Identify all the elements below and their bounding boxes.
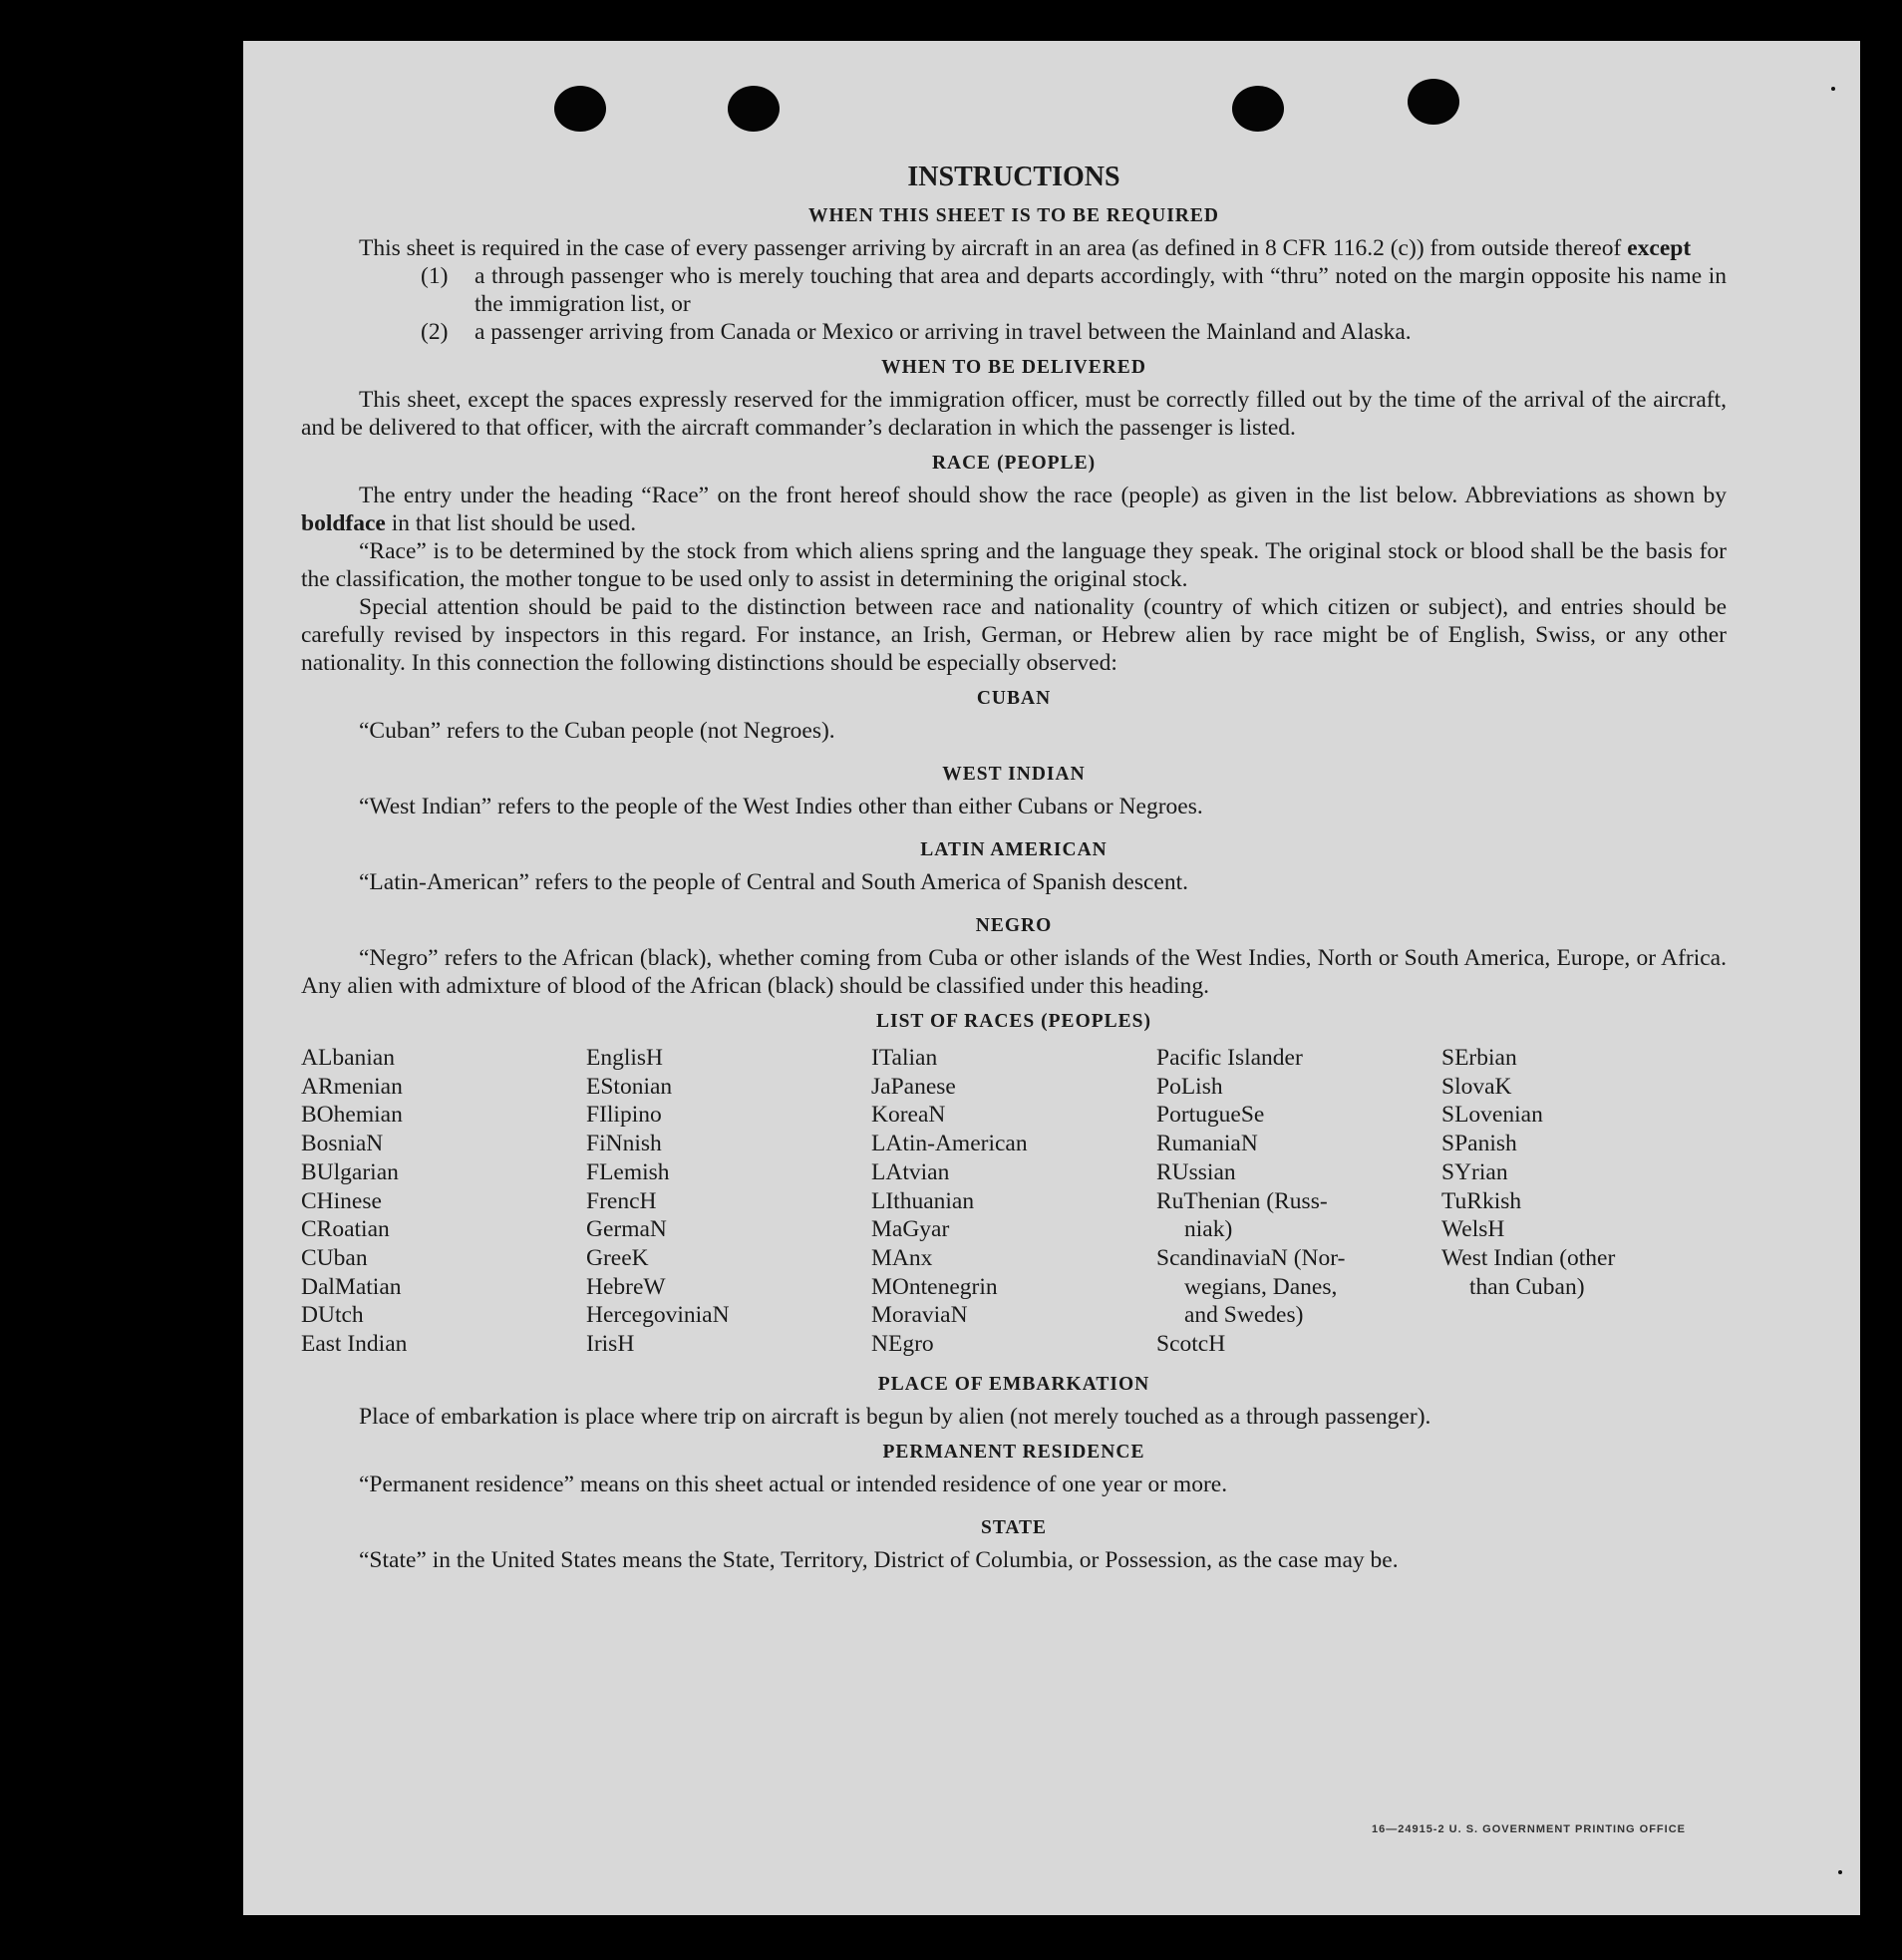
race-entry: FiNnish xyxy=(586,1131,662,1157)
instructions-body xyxy=(301,161,1727,1574)
race-entry: FIlipino xyxy=(586,1102,662,1129)
race-entry: CHinese xyxy=(301,1187,382,1214)
race-paragraph-3: Special attention should be paid to the distinction between race and nationality (country of which citizen or subject), and entries should be carefully revised by inspectors in this regard. For instance, an Irish, German, or Hebrew alien by race might be of English, Swiss, or any other nationality. In this connection the following distinctions should be especially observed: xyxy=(301,594,1727,676)
cuban-text: “Cuban” refers to the Cuban people (not Negroes). xyxy=(359,718,835,744)
punch-hole xyxy=(1408,79,1459,125)
speck xyxy=(1838,1870,1842,1874)
race-entry: SLovenian xyxy=(1441,1102,1543,1129)
race-entry: PoLish xyxy=(1156,1073,1223,1100)
section-heading-latin-american: LATIN AMERICAN xyxy=(920,839,1108,860)
race-paragraph-2: “Race” is to be determined by the stock from which aliens spring and the language they speak. The original stock or blood shall be the basis for the classification, the mother tongue to be used only to assist in determining the original stock. xyxy=(301,538,1727,592)
race-entry: SYrian xyxy=(1441,1158,1508,1185)
printing-office-code: 16—24915-2 U. S. GOVERNMENT PRINTING OFFICE xyxy=(1371,1823,1686,1835)
race-entry: HebreW xyxy=(586,1273,666,1300)
latin-american-text: “Latin-American” refers to the people of Central and South America of Spanish descent. xyxy=(359,869,1189,895)
race-entry: BUlgarian xyxy=(301,1158,399,1185)
race-entry: BosniaN xyxy=(301,1131,384,1157)
section-heading-west-indian: WEST INDIAN xyxy=(942,764,1086,785)
race-entry: HercegoviniaN xyxy=(586,1302,730,1329)
race-entry: FLemish xyxy=(586,1158,670,1185)
race-entry: LAtin-American xyxy=(871,1131,1028,1157)
required-intro: This sheet is required in the case of every passenger arriving by aircraft in an area (as defined in 8 CFR 116.2 (c)) from outside thereof except xyxy=(359,235,1692,261)
race-column-3 xyxy=(871,1044,1156,1359)
race-entry: RuThenian (Russ- xyxy=(1156,1187,1328,1214)
race-entry: RumaniaN xyxy=(1156,1131,1258,1157)
race-entry: IrisH xyxy=(586,1331,635,1358)
race-entry: SPanish xyxy=(1441,1131,1517,1157)
race-entry: DUtch xyxy=(301,1302,364,1329)
punch-hole xyxy=(728,86,780,132)
section-heading-negro: NEGRO xyxy=(975,915,1053,936)
race-entry: SlovaK xyxy=(1441,1073,1512,1100)
race-list xyxy=(301,1044,1727,1359)
race-entry: JaPanese xyxy=(871,1073,956,1100)
race-column-2 xyxy=(586,1044,871,1359)
race-entry-continued: than Cuban) xyxy=(1469,1273,1585,1300)
section-heading-permanent-residence: PERMANENT RESIDENCE xyxy=(882,1441,1145,1463)
delivered-text: This sheet, except the spaces expressly reserved for the immigration officer, must be correctly filled out by the time of the arrival of the aircraft, and be delivered to that officer, with the aircraft commander’s declaration in which the passenger is listed. xyxy=(301,387,1727,441)
section-heading-cuban: CUBAN xyxy=(976,688,1052,709)
race-entry: EStonian xyxy=(586,1073,673,1100)
section-heading-list-of-races: LIST OF RACES (PEOPLES) xyxy=(875,1011,1151,1032)
race-entry: Pacific Islander xyxy=(1156,1045,1303,1071)
race-entry: LIthuanian xyxy=(871,1187,975,1214)
race-entry: NEgro xyxy=(871,1331,934,1358)
page-title: INSTRUCTIONS xyxy=(907,162,1120,192)
race-entry: BOhemian xyxy=(301,1102,403,1129)
race-column-4 xyxy=(1156,1044,1441,1359)
race-entry: ScotcH xyxy=(1156,1331,1226,1358)
race-entry: FrencH xyxy=(586,1187,657,1214)
race-entry: TuRkish xyxy=(1441,1187,1522,1214)
race-entry: GermaN xyxy=(586,1216,667,1243)
document-sheet xyxy=(243,41,1860,1915)
race-entry: WelsH xyxy=(1441,1216,1505,1243)
negro-text: “Negro” refers to the African (black), whether coming from Cuba or other islands of the West Indies, North or South America, Europe, or Africa. Any alien with admixture of blood of the African (black) should be classified under this heading. xyxy=(301,945,1727,999)
embarkation-text: Place of embarkation is place where trip on aircraft is begun by alien (not merely touched as a through passenger). xyxy=(359,1403,1431,1430)
race-entry: MOntenegrin xyxy=(871,1273,998,1300)
section-heading-state: STATE xyxy=(980,1516,1048,1538)
race-entry: ALbanian xyxy=(301,1045,395,1071)
race-entry: ScandinaviaN (Nor- xyxy=(1156,1244,1346,1271)
race-entry: West Indian (other xyxy=(1441,1244,1616,1271)
race-entry: KoreaN xyxy=(871,1102,946,1129)
race-entry-continued: and Swedes) xyxy=(1184,1302,1304,1329)
race-entry: CRoatian xyxy=(301,1216,390,1243)
race-entry: RUssian xyxy=(1156,1158,1236,1185)
race-entry: PortugueSe xyxy=(1156,1102,1265,1129)
section-heading-race: RACE (PEOPLE) xyxy=(931,453,1097,474)
punch-hole xyxy=(554,86,606,132)
race-entry: EnglisH xyxy=(586,1045,664,1071)
section-heading-embarkation: PLACE OF EMBARKATION xyxy=(877,1373,1150,1395)
race-entry: SErbian xyxy=(1441,1045,1517,1071)
permanent-residence-text: “Permanent residence” means on this sheet actual or intended residence of one year or more. xyxy=(359,1470,1228,1497)
race-paragraph-1: The entry under the heading “Race” on the front hereof should show the race (people) as given in the list below. Abbreviations as shown by boldface in that list should be used. xyxy=(301,483,1727,536)
section-heading-required: WHEN THIS SHEET IS TO BE REQUIRED xyxy=(808,205,1219,226)
race-entry: CUban xyxy=(301,1244,368,1271)
race-entry: GreeK xyxy=(586,1244,649,1271)
race-entry: DalMatian xyxy=(301,1273,402,1300)
state-text: “State” in the United States means the State, Territory, District of Columbia, or Possession, as the case may be. xyxy=(359,1546,1399,1573)
punch-hole xyxy=(1232,86,1284,132)
race-entry: LAtvian xyxy=(871,1158,950,1185)
speck xyxy=(1831,87,1835,91)
race-entry: East Indian xyxy=(301,1331,408,1358)
race-entry: MoraviaN xyxy=(871,1302,968,1329)
race-column-5 xyxy=(1441,1044,1727,1359)
race-entry-continued: wegians, Danes, xyxy=(1184,1273,1338,1300)
race-entry: MAnx xyxy=(871,1244,933,1271)
race-column-1 xyxy=(301,1044,586,1359)
race-entry-continued: niak) xyxy=(1184,1216,1233,1243)
section-heading-delivered: WHEN TO BE DELIVERED xyxy=(881,357,1146,378)
race-entry: ARmenian xyxy=(301,1073,403,1100)
west-indian-text: “West Indian” refers to the people of the West Indies other than either Cubans or Negroes. xyxy=(359,794,1203,819)
required-item-1: (1) a through passenger who is merely touching that area and departs accordingly, with “thru” noted on the margin opposite his name in the immigration list, or xyxy=(421,263,1727,317)
race-entry: MaGyar xyxy=(871,1216,950,1243)
race-entry: ITalian xyxy=(871,1045,938,1071)
required-item-2: (2) a passenger arriving from Canada or Mexico or arriving in travel between the Mainland and Alaska. xyxy=(421,319,1412,345)
